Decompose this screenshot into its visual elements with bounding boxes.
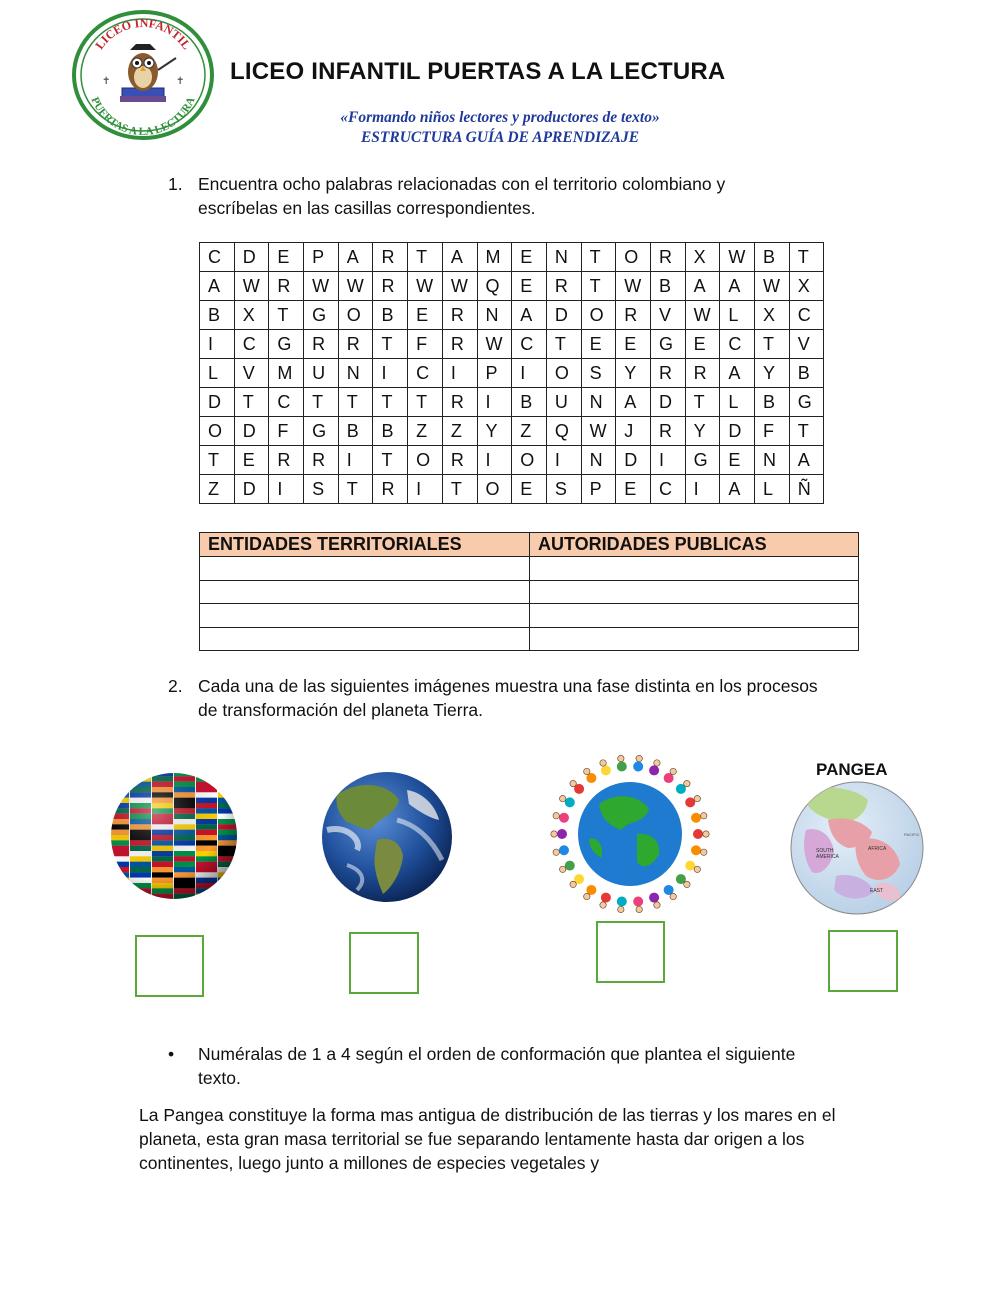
question-1 <box>168 172 808 220</box>
word-search-cell[interactable]: D <box>234 417 269 446</box>
word-search-cell[interactable]: R <box>685 359 720 388</box>
word-search-cell[interactable]: F <box>269 417 304 446</box>
word-search-cell[interactable]: D <box>616 446 651 475</box>
word-search-cell[interactable]: P <box>304 243 339 272</box>
word-search-cell[interactable]: X <box>789 272 824 301</box>
word-search-row <box>200 388 824 417</box>
answer-table-header <box>200 533 859 557</box>
word-search-row <box>200 301 824 330</box>
word-search-cell[interactable]: T <box>442 475 477 504</box>
guide-title: ESTRUCTURA GUÍA DE APRENDIZAJE <box>360 129 640 146</box>
word-search-cell[interactable]: R <box>338 330 373 359</box>
word-search-cell[interactable]: W <box>616 272 651 301</box>
word-search-cell[interactable]: O <box>616 243 651 272</box>
word-search-cell[interactable]: T <box>685 388 720 417</box>
word-search-cell[interactable]: P <box>477 359 512 388</box>
word-search-cell[interactable]: T <box>269 301 304 330</box>
word-search-cell[interactable]: D <box>234 475 269 504</box>
word-search-cell[interactable]: E <box>581 330 616 359</box>
word-search-cell[interactable]: R <box>442 388 477 417</box>
word-search-cell[interactable]: O <box>338 301 373 330</box>
word-search-cell[interactable]: W <box>234 272 269 301</box>
word-search-row <box>200 330 824 359</box>
flags-globe-icon <box>108 771 240 901</box>
word-search-cell[interactable]: I <box>685 475 720 504</box>
word-search-cell[interactable]: C <box>269 388 304 417</box>
word-search-cell[interactable]: C <box>234 330 269 359</box>
answer-cell-autoridades[interactable] <box>530 627 859 651</box>
word-search-cell[interactable]: W <box>304 272 339 301</box>
svg-text:✝: ✝ <box>102 76 111 87</box>
word-search-row <box>200 417 824 446</box>
word-search-cell[interactable]: L <box>720 301 755 330</box>
word-search-cell[interactable]: G <box>650 330 685 359</box>
question-text: Encuentra ocho palabras relacionadas con el territorio colombiano y escríbelas en las casillas correspondientes. <box>198 174 726 218</box>
word-search-cell[interactable]: E <box>269 243 304 272</box>
pangea-paragraph: La Pangea constituye la forma mas antigua de distribución de las tierras y los mares en el planeta, esta gran masa territorial se fue separando lentamente hasta dar origen a los continentes, luego junto a millones de especies vegetales y <box>139 1105 836 1173</box>
word-search-cell[interactable]: Q <box>546 417 581 446</box>
column-header-autoridades: AUTORIDADES PUBLICAS <box>530 533 859 557</box>
word-search-cell[interactable]: W <box>685 301 720 330</box>
word-search-cell[interactable]: Y <box>616 359 651 388</box>
word-search-cell[interactable]: W <box>442 272 477 301</box>
word-search-cell[interactable]: T <box>408 388 443 417</box>
word-search-row <box>200 243 824 272</box>
word-search-row <box>200 359 824 388</box>
logo-text-top: LICEO INFANTIL <box>92 15 194 52</box>
word-search-cell[interactable]: B <box>200 301 235 330</box>
word-search-cell[interactable]: I <box>200 330 235 359</box>
word-search-cell[interactable]: G <box>789 388 824 417</box>
word-search-cell[interactable]: G <box>685 446 720 475</box>
word-search-cell[interactable]: Z <box>442 417 477 446</box>
word-search-cell[interactable]: M <box>477 243 512 272</box>
word-search-cell[interactable]: R <box>442 301 477 330</box>
word-search-cell[interactable]: C <box>200 243 235 272</box>
word-search-cell[interactable]: L <box>200 359 235 388</box>
word-search-grid <box>199 242 824 504</box>
word-search-cell[interactable]: I <box>269 475 304 504</box>
word-search-cell[interactable]: R <box>304 330 339 359</box>
word-search-cell[interactable]: T <box>373 330 408 359</box>
word-search-cell[interactable]: X <box>685 243 720 272</box>
word-search-cell[interactable]: A <box>720 272 755 301</box>
answer-row <box>200 604 859 628</box>
word-search-cell[interactable]: I <box>442 359 477 388</box>
word-search-cell[interactable]: G <box>304 417 339 446</box>
answer-cell-entidades[interactable] <box>200 580 530 604</box>
word-search-cell[interactable]: F <box>755 417 790 446</box>
word-search-cell[interactable]: E <box>616 475 651 504</box>
word-search-cell[interactable]: T <box>581 243 616 272</box>
word-search-cell[interactable]: W <box>581 417 616 446</box>
word-search-row <box>200 475 824 504</box>
word-search-cell[interactable]: Q <box>477 272 512 301</box>
word-search-cell[interactable]: R <box>373 272 408 301</box>
word-search-cell[interactable]: R <box>442 330 477 359</box>
word-search-cell[interactable]: C <box>408 359 443 388</box>
word-search-cell[interactable]: N <box>581 388 616 417</box>
word-search-cell[interactable]: C <box>720 330 755 359</box>
word-search-cell[interactable]: D <box>234 243 269 272</box>
word-search-cell[interactable]: B <box>755 243 790 272</box>
answer-cell-entidades[interactable] <box>200 604 530 628</box>
word-search-cell[interactable]: N <box>477 301 512 330</box>
word-search-cell[interactable]: A <box>789 446 824 475</box>
answer-box-1[interactable] <box>135 935 204 997</box>
word-search-cell[interactable]: E <box>616 330 651 359</box>
word-search-cell[interactable]: E <box>234 446 269 475</box>
word-search-cell[interactable]: E <box>512 272 547 301</box>
word-search-cell[interactable]: O <box>408 446 443 475</box>
word-search-cell[interactable]: Y <box>755 359 790 388</box>
word-search-cell[interactable]: R <box>650 243 685 272</box>
answer-box-3[interactable] <box>596 921 665 983</box>
word-search-cell[interactable]: D <box>200 388 235 417</box>
svg-text:✝: ✝ <box>176 76 185 87</box>
pangea-globe-icon <box>786 780 928 916</box>
bullet-symbol: • <box>168 1044 175 1064</box>
word-search-cell[interactable]: N <box>546 243 581 272</box>
word-search-cell[interactable]: I <box>338 446 373 475</box>
word-search-cell[interactable]: B <box>755 388 790 417</box>
word-search-cell[interactable]: T <box>546 330 581 359</box>
word-search-cell[interactable]: G <box>269 330 304 359</box>
word-search-cell[interactable]: D <box>720 417 755 446</box>
word-search-cell[interactable]: W <box>720 243 755 272</box>
word-search-cell[interactable]: E <box>512 243 547 272</box>
answer-cell-autoridades[interactable] <box>530 604 859 628</box>
word-search-cell[interactable]: D <box>650 388 685 417</box>
logo-text-bottom: PUERTAS A LA LECTURA <box>88 95 198 139</box>
answer-cell-entidades[interactable] <box>200 627 530 651</box>
answer-row <box>200 627 859 651</box>
word-search-cell[interactable]: T <box>234 388 269 417</box>
word-search-cell[interactable]: I <box>512 359 547 388</box>
svg-text:AFRICA: AFRICA <box>868 846 887 852</box>
word-search-cell[interactable]: O <box>200 417 235 446</box>
word-search-cell[interactable]: T <box>581 272 616 301</box>
word-search-cell[interactable]: I <box>373 359 408 388</box>
word-search-cell[interactable]: T <box>338 475 373 504</box>
pangea-label: PANGEA <box>816 760 888 779</box>
word-search-cell[interactable]: A <box>442 243 477 272</box>
word-search-cell[interactable]: B <box>789 359 824 388</box>
svg-text:SOUTH: SOUTH <box>816 848 834 854</box>
word-search-cell[interactable]: A <box>616 388 651 417</box>
word-search-cell[interactable]: T <box>789 243 824 272</box>
word-search-cell[interactable]: G <box>304 301 339 330</box>
word-search-cell[interactable]: Z <box>512 417 547 446</box>
word-search-cell[interactable]: V <box>234 359 269 388</box>
word-search-cell[interactable]: U <box>304 359 339 388</box>
word-search-cell[interactable]: R <box>546 272 581 301</box>
word-search-cell[interactable]: T <box>755 330 790 359</box>
word-search-cell[interactable]: P <box>581 475 616 504</box>
word-search-cell[interactable]: T <box>304 388 339 417</box>
word-search-cell[interactable]: L <box>720 388 755 417</box>
word-search-cell[interactable]: T <box>200 446 235 475</box>
question-text: Cada una de las siguientes imágenes muestra una fase distinta en los procesos de transformación del planeta Tierra. <box>198 676 818 720</box>
word-search-cell[interactable]: A <box>200 272 235 301</box>
word-search-cell[interactable]: N <box>581 446 616 475</box>
word-search-cell[interactable]: V <box>650 301 685 330</box>
answer-row <box>200 557 859 581</box>
question-2 <box>168 674 828 722</box>
bullet-text: Numéralas de 1 a 4 según el orden de conformación que plantea el siguiente texto. <box>198 1044 796 1088</box>
word-search-cell[interactable]: T <box>408 243 443 272</box>
bullet-instruction <box>168 1042 818 1090</box>
question-number: 2. <box>168 676 183 696</box>
word-search-cell[interactable]: A <box>338 243 373 272</box>
school-name: LICEO INFANTIL PUERTAS A LA LECTURA <box>230 58 726 85</box>
word-search-cell[interactable]: B <box>338 417 373 446</box>
word-search-cell[interactable]: F <box>408 330 443 359</box>
word-search-cell[interactable]: R <box>616 301 651 330</box>
word-search-cell[interactable]: W <box>477 330 512 359</box>
word-search-cell[interactable]: R <box>650 359 685 388</box>
word-search-cell[interactable]: E <box>512 475 547 504</box>
word-search-cell[interactable]: A <box>685 272 720 301</box>
word-search-cell[interactable]: E <box>685 330 720 359</box>
word-search-cell[interactable]: Y <box>685 417 720 446</box>
word-search-cell[interactable]: S <box>304 475 339 504</box>
answer-cell-autoridades[interactable] <box>530 580 859 604</box>
word-search-cell[interactable]: T <box>789 417 824 446</box>
motto-text: «Formando niños lectores y productores de texto» <box>340 109 660 126</box>
earth-globe-icon <box>317 770 457 904</box>
word-search-row <box>200 272 824 301</box>
word-search-cell[interactable]: L <box>755 475 790 504</box>
children-around-globe-icon <box>549 754 711 914</box>
word-search-cell[interactable]: W <box>338 272 373 301</box>
word-search-cell[interactable]: A <box>720 359 755 388</box>
answer-cell-autoridades[interactable] <box>530 557 859 581</box>
svg-text:PACIFIC: PACIFIC <box>904 832 920 837</box>
answer-cell-entidades[interactable] <box>200 557 530 581</box>
answer-box-4[interactable] <box>828 930 898 992</box>
word-search-cell[interactable]: R <box>442 446 477 475</box>
word-search-cell[interactable]: W <box>408 272 443 301</box>
word-search-row <box>200 446 824 475</box>
word-search-cell[interactable]: V <box>789 330 824 359</box>
word-search-cell[interactable]: Z <box>200 475 235 504</box>
word-search-cell[interactable]: O <box>581 301 616 330</box>
word-search-cell[interactable]: T <box>373 388 408 417</box>
word-search-cell[interactable]: C <box>789 301 824 330</box>
word-search-cell[interactable]: X <box>755 301 790 330</box>
word-search-cell[interactable]: X <box>234 301 269 330</box>
word-search-cell[interactable]: R <box>373 243 408 272</box>
word-search-cell[interactable]: B <box>650 272 685 301</box>
word-search-cell[interactable]: R <box>373 475 408 504</box>
word-search-cell[interactable]: S <box>546 475 581 504</box>
word-search-cell[interactable]: I <box>650 446 685 475</box>
word-search-cell[interactable]: T <box>338 388 373 417</box>
word-search-cell[interactable]: D <box>546 301 581 330</box>
word-search-cell[interactable]: Ñ <box>789 475 824 504</box>
header-motto <box>0 108 1000 148</box>
word-search-cell[interactable]: Y <box>477 417 512 446</box>
word-search-cell[interactable]: E <box>720 446 755 475</box>
word-search-cell[interactable]: C <box>512 330 547 359</box>
word-search-cell[interactable]: R <box>269 446 304 475</box>
word-search-cell[interactable]: B <box>512 388 547 417</box>
word-search-cell[interactable]: W <box>755 272 790 301</box>
question-number: 1. <box>168 174 183 194</box>
word-search-cell[interactable]: O <box>512 446 547 475</box>
answer-box-2[interactable] <box>349 932 419 994</box>
word-search-cell[interactable]: R <box>269 272 304 301</box>
word-search-cell[interactable]: U <box>546 388 581 417</box>
word-search-cell[interactable]: N <box>338 359 373 388</box>
word-search-cell[interactable]: I <box>477 388 512 417</box>
word-search-cell[interactable]: I <box>408 475 443 504</box>
word-search-cell[interactable]: Z <box>408 417 443 446</box>
word-search-cell[interactable]: R <box>650 417 685 446</box>
word-search-cell[interactable]: A <box>720 475 755 504</box>
word-search-cell[interactable]: M <box>269 359 304 388</box>
word-search-cell[interactable]: O <box>477 475 512 504</box>
answer-row <box>200 580 859 604</box>
answer-table <box>199 532 859 651</box>
word-search-cell[interactable]: B <box>373 417 408 446</box>
word-search-cell[interactable]: S <box>581 359 616 388</box>
word-search-cell[interactable]: T <box>373 446 408 475</box>
word-search-cell[interactable]: O <box>546 359 581 388</box>
word-search-cell[interactable]: A <box>512 301 547 330</box>
word-search-cell[interactable]: J <box>616 417 651 446</box>
word-search-cell[interactable]: E <box>408 301 443 330</box>
word-search-cell[interactable]: C <box>650 475 685 504</box>
word-search-cell[interactable]: B <box>373 301 408 330</box>
svg-text:AMERICA: AMERICA <box>816 854 839 860</box>
word-search-cell[interactable]: I <box>546 446 581 475</box>
word-search-cell[interactable]: I <box>477 446 512 475</box>
word-search-cell[interactable]: N <box>755 446 790 475</box>
column-header-entidades: ENTIDADES TERRITORIALES <box>200 533 530 557</box>
svg-text:EAST: EAST <box>870 888 884 894</box>
word-search-cell[interactable]: R <box>304 446 339 475</box>
